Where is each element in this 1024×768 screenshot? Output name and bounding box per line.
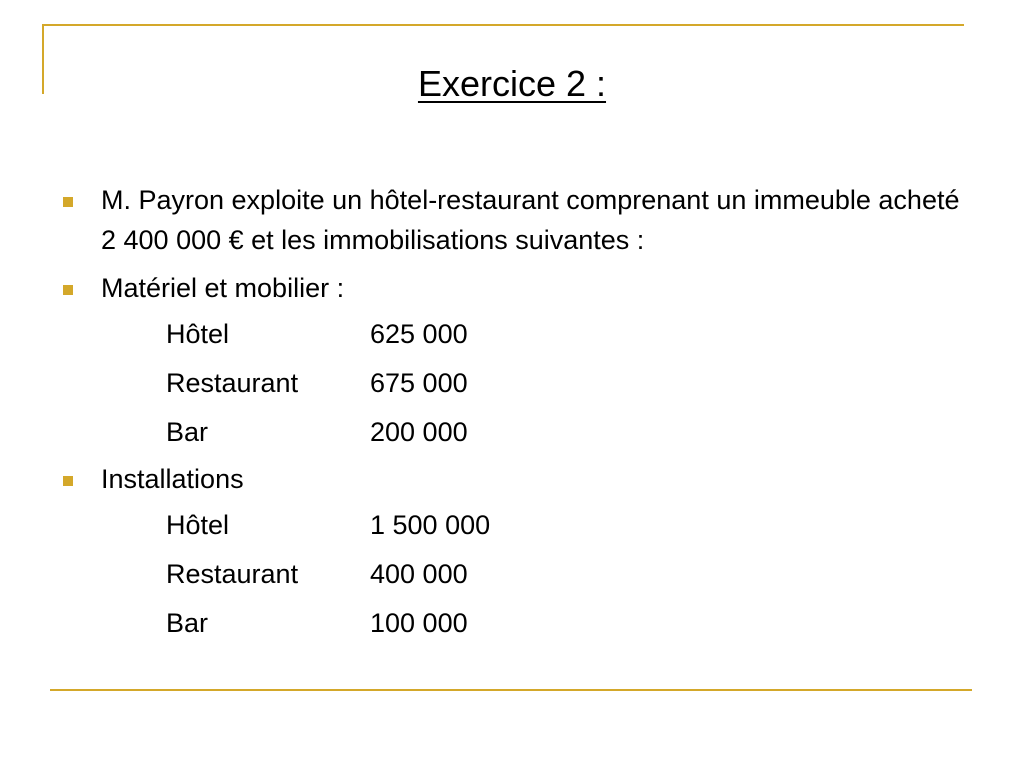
square-bullet-icon (63, 476, 73, 486)
square-bullet-icon (63, 285, 73, 295)
list-item (60, 408, 960, 457)
item-label: Bar (166, 417, 209, 447)
item-label: Restaurant (166, 559, 299, 589)
slide-content (60, 180, 960, 648)
item-value: 625 000 (370, 319, 468, 349)
item-value: 675 000 (370, 368, 468, 398)
list-item (60, 310, 960, 359)
intro-text: M. Payron exploite un hôtel-restaurant comprenant un immeuble acheté 2 400 000 € et les immobilisations suivantes : (101, 185, 960, 255)
square-bullet-icon (63, 197, 73, 207)
list-item (60, 599, 960, 648)
slide-title: Exercice 2 : (417, 63, 607, 104)
item-value: 200 000 (370, 417, 468, 447)
item-value: 100 000 (370, 608, 468, 638)
item-value: 1 500 000 (370, 510, 491, 540)
list-item (60, 359, 960, 408)
installations-heading: Installations (101, 464, 244, 494)
frame-top-line (42, 24, 964, 26)
item-label: Hôtel (166, 319, 230, 349)
item-value: 400 000 (370, 559, 468, 589)
list-item (60, 501, 960, 550)
item-label: Restaurant (166, 368, 299, 398)
materiel-heading: Matériel et mobilier : (101, 273, 345, 303)
bullet-materiel (60, 268, 960, 308)
bullet-installations (60, 459, 960, 499)
item-label: Bar (166, 608, 209, 638)
frame-bottom-line (50, 689, 972, 691)
bullet-intro (60, 180, 960, 260)
list-item (60, 550, 960, 599)
item-label: Hôtel (166, 510, 230, 540)
